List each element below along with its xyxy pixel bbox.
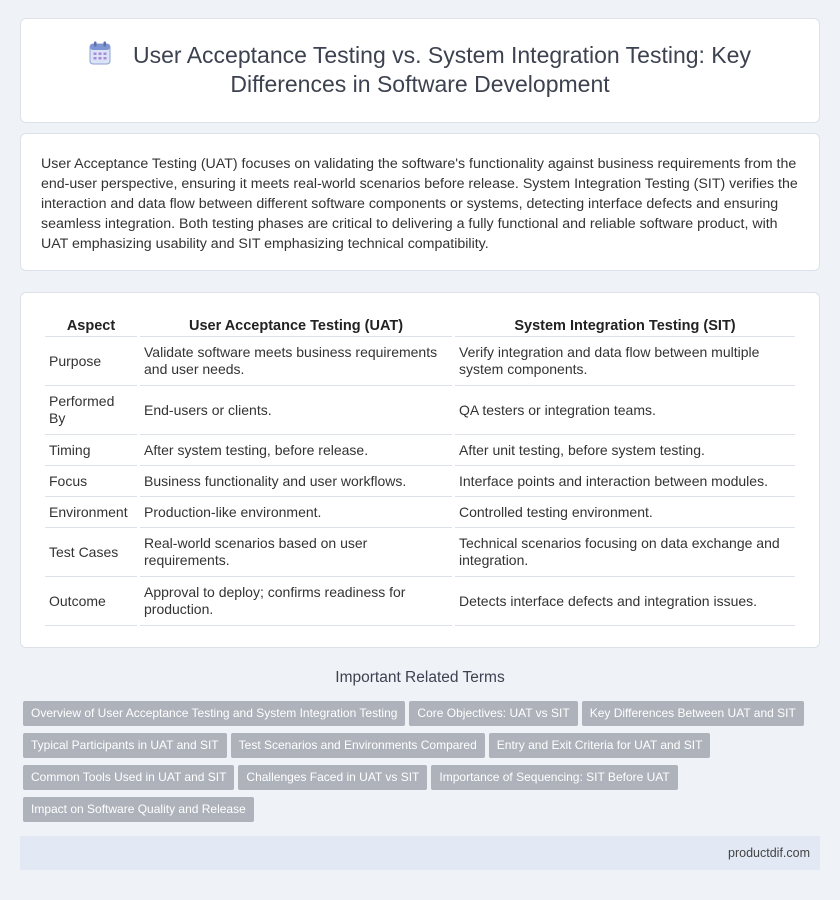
related-term-tag[interactable]: Typical Participants in UAT and SIT bbox=[23, 733, 227, 758]
cell-uat: Validate software meets business requirements and user needs. bbox=[140, 337, 452, 386]
cell-sit: Interface points and interaction between modules. bbox=[455, 466, 795, 497]
cell-aspect: Timing bbox=[45, 435, 137, 466]
tag-row bbox=[23, 797, 823, 829]
cell-sit: After unit testing, before system testing. bbox=[455, 435, 795, 466]
page-title bbox=[21, 41, 819, 99]
table-header-row bbox=[45, 315, 795, 337]
table-row bbox=[45, 577, 795, 626]
cell-aspect: Environment bbox=[45, 497, 137, 528]
cell-sit: QA testers or integration teams. bbox=[455, 386, 795, 435]
related-term-tag[interactable]: Test Scenarios and Environments Compared bbox=[231, 733, 485, 758]
related-terms-heading: Important Related Terms bbox=[335, 669, 505, 686]
cell-uat: Approval to deploy; confirms readiness for production. bbox=[140, 577, 452, 626]
cell-sit: Controlled testing environment. bbox=[455, 497, 795, 528]
cell-sit: Technical scenarios focusing on data exchange and integration. bbox=[455, 528, 795, 577]
cell-aspect: Focus bbox=[45, 466, 137, 497]
table-row bbox=[45, 528, 795, 577]
cell-aspect: Purpose bbox=[45, 337, 137, 386]
related-term-tag[interactable]: Challenges Faced in UAT vs SIT bbox=[238, 765, 427, 790]
table-row bbox=[45, 386, 795, 435]
related-term-tag[interactable]: Overview of User Acceptance Testing and System Integration Testing bbox=[23, 701, 405, 726]
cell-sit: Detects interface defects and integration issues. bbox=[455, 577, 795, 626]
table-row bbox=[45, 466, 795, 497]
table-row bbox=[45, 497, 795, 528]
footer bbox=[20, 836, 820, 870]
cell-uat: End-users or clients. bbox=[140, 386, 452, 435]
calendar-icon bbox=[89, 41, 111, 65]
header-sit: System Integration Testing (SIT) bbox=[455, 315, 795, 337]
header-aspect: Aspect bbox=[45, 315, 137, 337]
cell-sit: Verify integration and data flow between multiple system components. bbox=[455, 337, 795, 386]
title-line-2: Differences in Software Development bbox=[230, 71, 610, 97]
cell-aspect: Performed By bbox=[45, 386, 137, 435]
header-uat: User Acceptance Testing (UAT) bbox=[140, 315, 452, 337]
footer-site-link[interactable]: productdif.com bbox=[728, 846, 810, 860]
tag-row bbox=[23, 765, 823, 797]
related-term-tag[interactable]: Key Differences Between UAT and SIT bbox=[582, 701, 804, 726]
title-card bbox=[20, 18, 820, 123]
related-term-tag[interactable]: Importance of Sequencing: SIT Before UAT bbox=[431, 765, 677, 790]
title-line-1: User Acceptance Testing vs. System Integration Testing: Key bbox=[133, 42, 751, 68]
cell-uat: After system testing, before release. bbox=[140, 435, 452, 466]
cell-uat: Real-world scenarios based on user requirements. bbox=[140, 528, 452, 577]
table-row bbox=[45, 337, 795, 386]
related-term-tag[interactable]: Impact on Software Quality and Release bbox=[23, 797, 254, 822]
intro-card bbox=[20, 133, 820, 271]
related-terms-tags bbox=[23, 701, 823, 829]
cell-aspect: Outcome bbox=[45, 577, 137, 626]
cell-uat: Business functionality and user workflows. bbox=[140, 466, 452, 497]
table-row bbox=[45, 435, 795, 466]
intro-paragraph: User Acceptance Testing (UAT) focuses on validating the software's functionality against business requirements from the end-user perspective, ensuring it meets real-world scenarios before release. System Integration Testing (SIT) verifies the interaction and data flow between different software components or systems, detecting interface defects and ensuring seamless integration. Both testing phases are critical to delivering a fully functional and reliable software product, with UAT emphasizing usability and SIT emphasizing technical compatibility. bbox=[41, 156, 798, 252]
comparison-table bbox=[42, 315, 798, 626]
comparison-card bbox=[20, 292, 820, 648]
related-term-tag[interactable]: Common Tools Used in UAT and SIT bbox=[23, 765, 234, 790]
tag-row bbox=[23, 733, 823, 765]
related-term-tag[interactable]: Core Objectives: UAT vs SIT bbox=[409, 701, 577, 726]
tag-row bbox=[23, 701, 823, 733]
cell-uat: Production-like environment. bbox=[140, 497, 452, 528]
cell-aspect: Test Cases bbox=[45, 528, 137, 577]
related-term-tag[interactable]: Entry and Exit Criteria for UAT and SIT bbox=[489, 733, 711, 758]
